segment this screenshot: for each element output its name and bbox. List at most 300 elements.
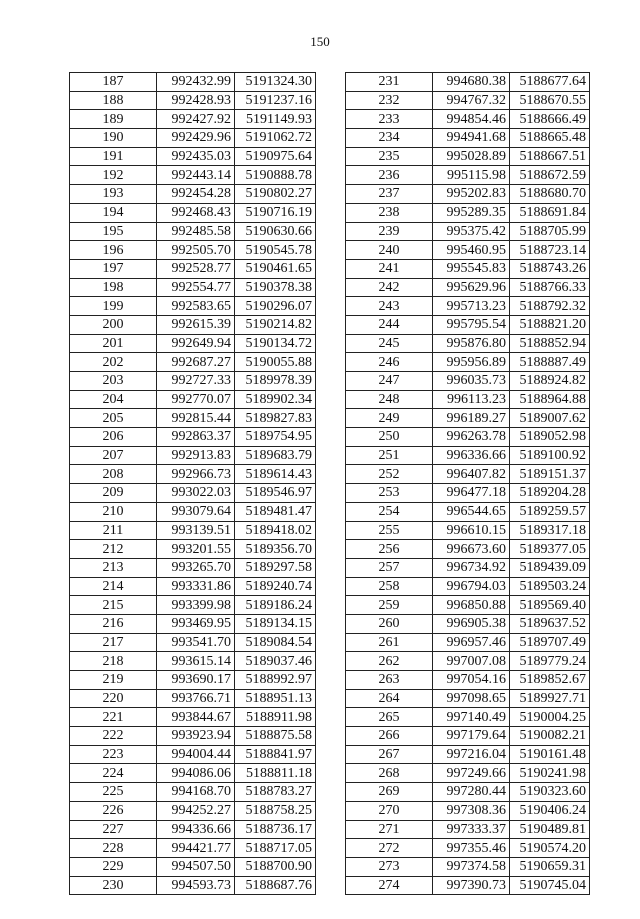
y-coordinate-cell: 5189707.49 [510,633,590,652]
table-row [70,839,316,858]
table-row [346,259,590,278]
point-number-cell: 247 [346,372,433,391]
table-row [346,596,590,615]
y-coordinate-cell: 5189240.74 [235,577,316,596]
table-row [70,409,316,428]
y-coordinate-cell: 5188887.49 [510,353,590,372]
point-number-cell: 189 [70,110,157,129]
table-row [346,708,590,727]
table-row [70,577,316,596]
table-row [70,820,316,839]
point-number-cell: 215 [70,596,157,615]
point-number-cell: 241 [346,259,433,278]
y-coordinate-cell: 5188736.17 [235,820,316,839]
table-row [70,372,316,391]
table-row [70,241,316,260]
x-coordinate-cell: 992428.93 [157,91,235,110]
x-coordinate-cell: 992435.03 [157,147,235,166]
point-number-cell: 267 [346,745,433,764]
point-number-cell: 191 [70,147,157,166]
x-coordinate-cell: 994767.32 [433,91,510,110]
table-row [70,727,316,746]
x-coordinate-cell: 997355.46 [433,839,510,858]
x-coordinate-cell: 992770.07 [157,390,235,409]
table-row [346,484,590,503]
x-coordinate-cell: 997098.65 [433,689,510,708]
table-row [346,521,590,540]
table-row [70,801,316,820]
point-number-cell: 240 [346,241,433,260]
table-row [346,390,590,409]
point-number-cell: 258 [346,577,433,596]
y-coordinate-cell: 5189204.28 [510,484,590,503]
y-coordinate-cell: 5188758.25 [235,801,316,820]
x-coordinate-cell: 995629.96 [433,278,510,297]
table-row [346,73,590,92]
y-coordinate-cell: 5189569.40 [510,596,590,615]
point-number-cell: 209 [70,484,157,503]
y-coordinate-cell: 5189503.24 [510,577,590,596]
y-coordinate-cell: 5188811.18 [235,764,316,783]
table-row [70,558,316,577]
table-row [70,465,316,484]
table-row [346,409,590,428]
y-coordinate-cell: 5190888.78 [235,166,316,185]
y-coordinate-cell: 5190461.65 [235,259,316,278]
y-coordinate-cell: 5190323.60 [510,783,590,802]
point-number-cell: 232 [346,91,433,110]
table-row [346,502,590,521]
point-number-cell: 274 [346,876,433,895]
point-number-cell: 195 [70,222,157,241]
table-row [70,857,316,876]
table-row [70,671,316,690]
point-number-cell: 245 [346,334,433,353]
point-number-cell: 198 [70,278,157,297]
table-row [346,203,590,222]
point-number-cell: 265 [346,708,433,727]
table-row [70,502,316,521]
y-coordinate-cell: 5189546.97 [235,484,316,503]
y-coordinate-cell: 5188672.59 [510,166,590,185]
point-number-cell: 250 [346,428,433,447]
point-number-cell: 233 [346,110,433,129]
point-number-cell: 188 [70,91,157,110]
x-coordinate-cell: 996794.03 [433,577,510,596]
point-number-cell: 248 [346,390,433,409]
x-coordinate-cell: 993844.67 [157,708,235,727]
y-coordinate-cell: 5188700.90 [235,857,316,876]
point-number-cell: 214 [70,577,157,596]
x-coordinate-cell: 996336.66 [433,446,510,465]
x-coordinate-cell: 996407.82 [433,465,510,484]
y-coordinate-cell: 5190659.31 [510,857,590,876]
table-row [70,876,316,895]
point-number-cell: 204 [70,390,157,409]
x-coordinate-cell: 995028.89 [433,147,510,166]
x-coordinate-cell: 996850.88 [433,596,510,615]
x-coordinate-cell: 993399.98 [157,596,235,615]
x-coordinate-cell: 997390.73 [433,876,510,895]
table-row [346,222,590,241]
point-number-cell: 252 [346,465,433,484]
y-coordinate-cell: 5188792.32 [510,297,590,316]
x-coordinate-cell: 996477.18 [433,484,510,503]
point-number-cell: 212 [70,540,157,559]
point-number-cell: 223 [70,745,157,764]
x-coordinate-cell: 996189.27 [433,409,510,428]
point-number-cell: 256 [346,540,433,559]
table-row [70,446,316,465]
coordinates-table-right-body [346,73,590,895]
x-coordinate-cell: 994004.44 [157,745,235,764]
y-coordinate-cell: 5188705.99 [510,222,590,241]
x-coordinate-cell: 993201.55 [157,540,235,559]
y-coordinate-cell: 5188911.98 [235,708,316,727]
y-coordinate-cell: 5189037.46 [235,652,316,671]
table-row [70,185,316,204]
y-coordinate-cell: 5190802.27 [235,185,316,204]
x-coordinate-cell: 992454.28 [157,185,235,204]
y-coordinate-cell: 5188964.88 [510,390,590,409]
table-row [70,652,316,671]
y-coordinate-cell: 5190214.82 [235,315,316,334]
x-coordinate-cell: 995956.89 [433,353,510,372]
table-row [346,689,590,708]
table-row [346,876,590,895]
y-coordinate-cell: 5190489.81 [510,820,590,839]
coordinates-table-right [345,72,590,895]
x-coordinate-cell: 996113.23 [433,390,510,409]
point-number-cell: 192 [70,166,157,185]
x-coordinate-cell: 992863.37 [157,428,235,447]
x-coordinate-cell: 993139.51 [157,521,235,540]
x-coordinate-cell: 992485.58 [157,222,235,241]
x-coordinate-cell: 993541.70 [157,633,235,652]
table-row [346,671,590,690]
point-number-cell: 236 [346,166,433,185]
point-number-cell: 272 [346,839,433,858]
y-coordinate-cell: 5188680.70 [510,185,590,204]
table-row [70,390,316,409]
point-number-cell: 270 [346,801,433,820]
y-coordinate-cell: 5190406.24 [510,801,590,820]
y-coordinate-cell: 5188687.76 [235,876,316,895]
y-coordinate-cell: 5188875.58 [235,727,316,746]
point-number-cell: 254 [346,502,433,521]
point-number-cell: 196 [70,241,157,260]
y-coordinate-cell: 5190378.38 [235,278,316,297]
table-row [346,727,590,746]
x-coordinate-cell: 996673.60 [433,540,510,559]
table-row [70,315,316,334]
point-number-cell: 242 [346,278,433,297]
y-coordinate-cell: 5188852.94 [510,334,590,353]
table-row [346,465,590,484]
x-coordinate-cell: 997333.37 [433,820,510,839]
x-coordinate-cell: 996610.15 [433,521,510,540]
point-number-cell: 260 [346,614,433,633]
point-number-cell: 213 [70,558,157,577]
y-coordinate-cell: 5189151.37 [510,465,590,484]
x-coordinate-cell: 994336.66 [157,820,235,839]
point-number-cell: 199 [70,297,157,316]
x-coordinate-cell: 996035.73 [433,372,510,391]
point-number-cell: 234 [346,129,433,148]
y-coordinate-cell: 5191324.30 [235,73,316,92]
x-coordinate-cell: 994421.77 [157,839,235,858]
y-coordinate-cell: 5188821.20 [510,315,590,334]
point-number-cell: 205 [70,409,157,428]
table-row [70,484,316,503]
y-coordinate-cell: 5190082.21 [510,727,590,746]
x-coordinate-cell: 992649.94 [157,334,235,353]
y-coordinate-cell: 5190545.78 [235,241,316,260]
page-number: 150 [310,34,330,49]
x-coordinate-cell: 993265.70 [157,558,235,577]
y-coordinate-cell: 5189134.15 [235,614,316,633]
table-row [70,222,316,241]
y-coordinate-cell: 5190055.88 [235,353,316,372]
x-coordinate-cell: 992727.33 [157,372,235,391]
point-number-cell: 187 [70,73,157,92]
x-coordinate-cell: 992615.39 [157,315,235,334]
table-row [346,577,590,596]
x-coordinate-cell: 995876.80 [433,334,510,353]
table-row [70,708,316,727]
table-row [346,857,590,876]
point-number-cell: 207 [70,446,157,465]
x-coordinate-cell: 992468.43 [157,203,235,222]
y-coordinate-cell: 5190161.48 [510,745,590,764]
x-coordinate-cell: 992429.96 [157,129,235,148]
table-row [346,334,590,353]
y-coordinate-cell: 5188992.97 [235,671,316,690]
y-coordinate-cell: 5188766.33 [510,278,590,297]
x-coordinate-cell: 994680.38 [433,73,510,92]
point-number-cell: 197 [70,259,157,278]
table-row [346,446,590,465]
point-number-cell: 226 [70,801,157,820]
x-coordinate-cell: 994507.50 [157,857,235,876]
y-coordinate-cell: 5189100.92 [510,446,590,465]
table-row [346,372,590,391]
x-coordinate-cell: 993766.71 [157,689,235,708]
table-row [70,203,316,222]
table-row [346,110,590,129]
table-row [70,689,316,708]
point-number-cell: 246 [346,353,433,372]
point-number-cell: 259 [346,596,433,615]
point-number-cell: 264 [346,689,433,708]
point-number-cell: 193 [70,185,157,204]
x-coordinate-cell: 995375.42 [433,222,510,241]
x-coordinate-cell: 992815.44 [157,409,235,428]
y-coordinate-cell: 5189852.67 [510,671,590,690]
point-number-cell: 230 [70,876,157,895]
table-row [346,764,590,783]
point-number-cell: 257 [346,558,433,577]
y-coordinate-cell: 5188677.64 [510,73,590,92]
table-row [346,129,590,148]
y-coordinate-cell: 5189007.62 [510,409,590,428]
table-row [70,91,316,110]
x-coordinate-cell: 993079.64 [157,502,235,521]
table-row [70,633,316,652]
point-number-cell: 266 [346,727,433,746]
point-number-cell: 229 [70,857,157,876]
point-number-cell: 218 [70,652,157,671]
point-number-cell: 210 [70,502,157,521]
point-number-cell: 217 [70,633,157,652]
table-row [346,166,590,185]
x-coordinate-cell: 994252.27 [157,801,235,820]
point-number-cell: 262 [346,652,433,671]
y-coordinate-cell: 5188665.48 [510,129,590,148]
point-number-cell: 200 [70,315,157,334]
point-number-cell: 202 [70,353,157,372]
table-row [70,764,316,783]
table-row [346,241,590,260]
y-coordinate-cell: 5189439.09 [510,558,590,577]
y-coordinate-cell: 5189356.70 [235,540,316,559]
x-coordinate-cell: 995713.23 [433,297,510,316]
table-row [346,558,590,577]
coordinates-table-left [69,72,316,895]
y-coordinate-cell: 5190241.98 [510,764,590,783]
point-number-cell: 227 [70,820,157,839]
table-row [346,185,590,204]
table-row [70,614,316,633]
point-number-cell: 261 [346,633,433,652]
y-coordinate-cell: 5188723.14 [510,241,590,260]
point-number-cell: 219 [70,671,157,690]
x-coordinate-cell: 996905.38 [433,614,510,633]
table-row [70,129,316,148]
x-coordinate-cell: 992966.73 [157,465,235,484]
x-coordinate-cell: 992554.77 [157,278,235,297]
x-coordinate-cell: 996734.92 [433,558,510,577]
x-coordinate-cell: 993690.17 [157,671,235,690]
point-number-cell: 221 [70,708,157,727]
point-number-cell: 255 [346,521,433,540]
y-coordinate-cell: 5190004.25 [510,708,590,727]
table-row [70,745,316,764]
x-coordinate-cell: 992528.77 [157,259,235,278]
table-row [70,297,316,316]
point-number-cell: 263 [346,671,433,690]
table-row [70,428,316,447]
table-row [346,353,590,372]
y-coordinate-cell: 5190296.07 [235,297,316,316]
x-coordinate-cell: 996957.46 [433,633,510,652]
y-coordinate-cell: 5189297.58 [235,558,316,577]
x-coordinate-cell: 994593.73 [157,876,235,895]
point-number-cell: 239 [346,222,433,241]
x-coordinate-cell: 995795.54 [433,315,510,334]
x-coordinate-cell: 995202.83 [433,185,510,204]
y-coordinate-cell: 5189683.79 [235,446,316,465]
x-coordinate-cell: 997308.36 [433,801,510,820]
point-number-cell: 251 [346,446,433,465]
y-coordinate-cell: 5190975.64 [235,147,316,166]
point-number-cell: 237 [346,185,433,204]
table-row [346,614,590,633]
x-coordinate-cell: 992505.70 [157,241,235,260]
y-coordinate-cell: 5189186.24 [235,596,316,615]
y-coordinate-cell: 5189614.43 [235,465,316,484]
table-row [346,428,590,447]
x-coordinate-cell: 997140.49 [433,708,510,727]
table-row [346,820,590,839]
table-row [70,110,316,129]
y-coordinate-cell: 5188666.49 [510,110,590,129]
y-coordinate-cell: 5189754.95 [235,428,316,447]
y-coordinate-cell: 5189052.98 [510,428,590,447]
point-number-cell: 228 [70,839,157,858]
table-row [346,297,590,316]
point-number-cell: 194 [70,203,157,222]
point-number-cell: 253 [346,484,433,503]
y-coordinate-cell: 5189779.24 [510,652,590,671]
y-coordinate-cell: 5190574.20 [510,839,590,858]
x-coordinate-cell: 992427.92 [157,110,235,129]
table-row [70,521,316,540]
point-number-cell: 244 [346,315,433,334]
y-coordinate-cell: 5191062.72 [235,129,316,148]
y-coordinate-cell: 5189637.52 [510,614,590,633]
point-number-cell: 211 [70,521,157,540]
table-row [70,783,316,802]
x-coordinate-cell: 992687.27 [157,353,235,372]
y-coordinate-cell: 5188717.05 [235,839,316,858]
y-coordinate-cell: 5190630.66 [235,222,316,241]
x-coordinate-cell: 995545.83 [433,259,510,278]
point-number-cell: 273 [346,857,433,876]
x-coordinate-cell: 992583.65 [157,297,235,316]
table-row [346,540,590,559]
y-coordinate-cell: 5189259.57 [510,502,590,521]
point-number-cell: 206 [70,428,157,447]
point-number-cell: 224 [70,764,157,783]
y-coordinate-cell: 5188783.27 [235,783,316,802]
table-row [346,633,590,652]
x-coordinate-cell: 996263.78 [433,428,510,447]
x-coordinate-cell: 997179.64 [433,727,510,746]
x-coordinate-cell: 995289.35 [433,203,510,222]
table-row [346,278,590,297]
y-coordinate-cell: 5190745.04 [510,876,590,895]
x-coordinate-cell: 997374.58 [433,857,510,876]
table-row [346,652,590,671]
table-row [70,353,316,372]
point-number-cell: 208 [70,465,157,484]
x-coordinate-cell: 995115.98 [433,166,510,185]
point-number-cell: 243 [346,297,433,316]
table-row [70,278,316,297]
table-row [346,801,590,820]
y-coordinate-cell: 5189902.34 [235,390,316,409]
table-row [346,315,590,334]
point-number-cell: 268 [346,764,433,783]
table-row [70,540,316,559]
y-coordinate-cell: 5188743.26 [510,259,590,278]
x-coordinate-cell: 997216.04 [433,745,510,764]
point-number-cell: 222 [70,727,157,746]
x-coordinate-cell: 996544.65 [433,502,510,521]
point-number-cell: 225 [70,783,157,802]
y-coordinate-cell: 5188667.51 [510,147,590,166]
